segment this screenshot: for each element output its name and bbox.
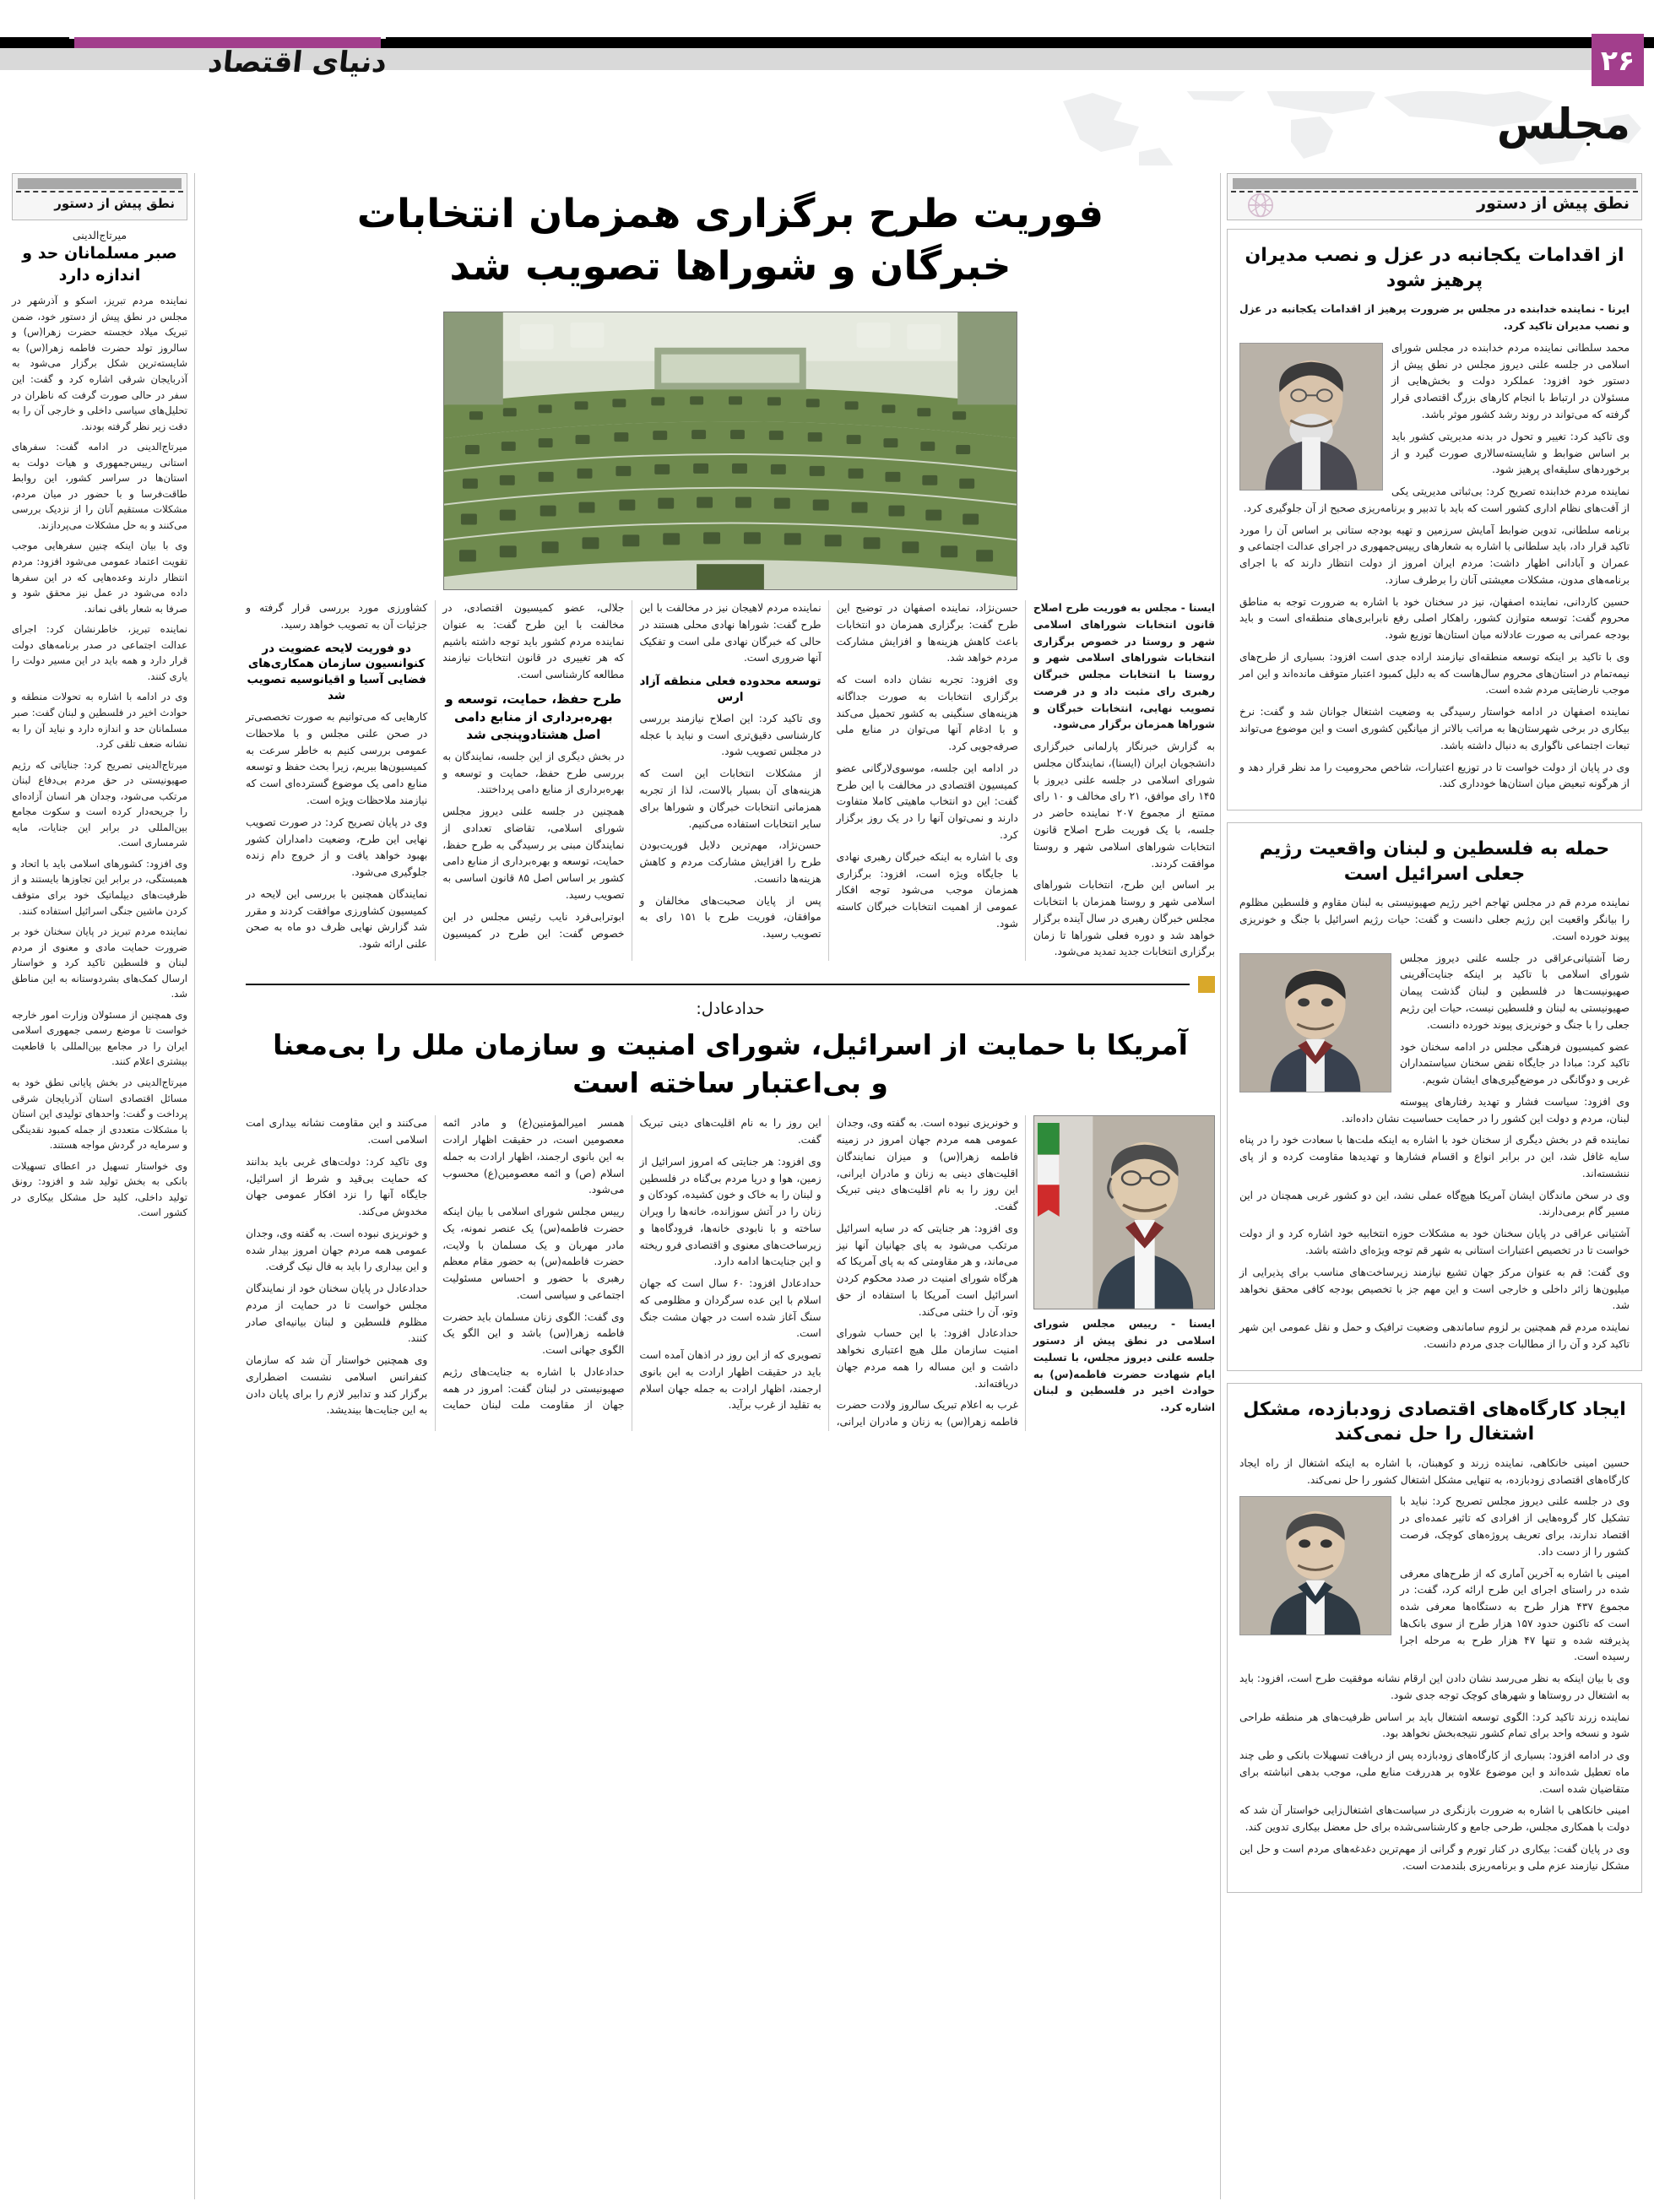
bottom-paragraph: وی گفت: الگوی زنان مسلمان باید حضرت فاطمه زهرا(س) باشد و این الگو یک الگوی جهانی است. bbox=[442, 1310, 625, 1357]
main-paragraph: از مشکلات انتخابات این است که هزینه‌های آن بسیار بالاست، لذا از تجربه همزمانی انتخابات خبرگان و شوراها برای سایر انتخابات استفاده می‌کنیم. bbox=[639, 767, 822, 830]
main-paragraph: در بخش دیگری از این جلسه، نمایندگان به بررسی طرح حفظ، حمایت و توسعه و بهره‌برداری از منابع دامی پرداختند. bbox=[442, 750, 625, 796]
label-pre-agenda-left bbox=[12, 173, 187, 220]
main-subhead-a: طرح حفظ، حمایت، توسعه و بهره‌برداری از منابع دامی اصل هشتادوپنجی شد bbox=[445, 691, 622, 742]
left-paragraph: میرتاج‌الدینی در بخش پایانی نطق خود به مسائل اقتصادی استان آذربایجان شرقی پرداخت و گفت: واحدهای تولیدی این استان با مشکلات متعددی از جمله کمبود نقدینگی و سرمایه در گردش مواجه هستند. bbox=[12, 1076, 187, 1152]
bottom-paragraph: وی تاکید کرد: دولت‌های غربی باید بدانند که حمایت بی‌قید و شرط از اسرائیل، جایگاه آنها را نزد افکار عمومی جهان مخدوش می‌کند. bbox=[246, 1155, 428, 1218]
main-article-columns bbox=[246, 600, 1215, 961]
left-kicker: میرتاج‌الدینی bbox=[72, 229, 127, 241]
sidebar-article-3 bbox=[1227, 1383, 1642, 1893]
article-body bbox=[1239, 895, 1630, 1353]
main-paragraph: پس از پایان صحبت‌های مخالفان و موافقان، فوریت طرح با ۱۵۱ رای به تصویب رسید. bbox=[639, 894, 822, 941]
label-text: نطق پیش از دستور bbox=[54, 196, 175, 211]
bottom-paragraph: وی همچنین خواستار آن شد که سازمان کنفرانس اسلامی نشست اضطراری برگزار کند و تدابیر لازم را برای پایان دادن به این جنایت‌ها بیندیشد. bbox=[246, 1354, 428, 1417]
left-paragraph: نماینده مردم تبریز، اسکو و آذرشهر در مجلس در نطق پیش از دستور خود، ضمن تبریک میلاد خجسته حضرت زهرا(س) و سالروز تولد حضرت فاطمه زهرا(س) به شایسته‌ترین شکل برگزار می‌شود به آذربایجان شرقی اشاره کرد و گفت: این سفر در حالی صورت گرفت که ناظران در تحلیل‌های سیاسی داخلی و خارجی آن را به دقت زیر نظر گرفته بودند. bbox=[12, 295, 187, 432]
left-paragraph: وی خواستار تسهیل در اعطای تسهیلات بانکی به بخش تولید شد و افزود: رونق تولید داخلی، کلید حل مشکل بیکاری در کشور است. bbox=[12, 1159, 187, 1219]
bottom-article bbox=[246, 1000, 1215, 1431]
article-paragraph: حسین کاردانی، نماینده اصفهان، نیز در سخنان خود با اشاره به ضرورت توجه به مناطق محروم گفت: توسعه متوازن کشور، راهکار اصلی رفع نابرابری‌های منطقه‌ای است و باید بودجه عمرانی به صورت عادلانه میان استان‌ها توزیع شود. bbox=[1239, 595, 1630, 642]
article-paragraph: برنامه سلطانی، تدوین ضوابط آمایش سرزمین و تهیه بودجه ستانی بر اساس آن را مورد تاکید قرار داد، باید سلطانی با اشاره به شعارهای رییس‌جمهوری در اجرای عدالت اجتماعی و عمران و آبادانی اظهار داشت: مردم ایران امروز از دولت انتظار دارند که با اجرای برنامه‌های مدون، مشکلات معیشتی آنان را برطرف سازد. bbox=[1239, 523, 1630, 586]
bottom-paragraph: حدادعادل با اشاره به جنایت‌های رژیم صهیونیستی در لبنان گفت: امروز در همه جهان از مقاومت ملت لبنان حمایت می‌کنند و این مقاومت نشانه بیداری امت اسلامی است. bbox=[246, 1117, 625, 1412]
speaker-portrait-photo bbox=[1033, 1115, 1215, 1309]
main-paragraph: جلالی، عضو کمیسیون اقتصادی، در مخالفت با این طرح گفت: به عنوان نماینده مردم کشور باید توجه داشته باشیم که هر تغییری در قانون انتخابات نیازمند مطالعه کارشناسی است. bbox=[442, 602, 625, 681]
bottom-paragraph: همسر امیرالمؤمنین(ع) و مادر ائمه معصومین است، در حقیقت اظهار ارادت به این بانوی ارجمند، اظهار ارادت به جمله اسلام (ص) و ائمه معصومین(ع) محسوب می‌شود. bbox=[442, 1117, 625, 1196]
article-lede: ایرنا - نماینده خدابنده در مجلس بر ضرورت پرهیز از اقدامات یکجانبه در عزل و نصب مدیران تاکید کرد. bbox=[1239, 303, 1630, 333]
bottom-paragraph: و خونریزی نبوده است. به گفته وی، وجدان عمومی همه مردم جهان امروز بیدار شده و این بیداری را باید به فال نیک گرفت. bbox=[246, 1227, 428, 1273]
left-body bbox=[12, 293, 187, 1221]
article-paragraph: وی در جلسه علنی دیروز مجلس تصریح کرد: نباید با تشکیل کار گروه‌هایی از افرادی که تاثیر عمده‌ای در اقتصاد ندارند، برای تعریف پروژه‌های کوچک، فرصت کشور را از دست داد. bbox=[1400, 1495, 1630, 1558]
sidebar-article-1 bbox=[1227, 229, 1642, 811]
bottom-paragraph: غرب به اعلام تبریک سالروز ولادت حضرت فاطمه زهرا(س) به زنان و مادران ایرانی، این روز را به نام اقلیت‌های دینی تبریک گفت. bbox=[639, 1117, 1018, 1429]
article-body bbox=[1239, 1456, 1630, 1875]
main-paragraph: وی با اشاره به اینکه خبرگان رهبری نهادی با جایگاه ویژه است، افزود: برگزاری همزمان موجب می‌شود توجه افکار عمومی از اهمیت انتخابات خبرگان کاسته شود. bbox=[836, 850, 1018, 930]
main-paragraph: وی تاکید کرد: این اصلاح نیازمند بررسی کارشناسی دقیق‌تری است و نباید با عجله در مجلس تصویب شود. bbox=[639, 712, 822, 758]
main-paragraph: وی افزود: تجربه نشان داده است که برگزاری انتخابات به صورت جداگانه هزینه‌های سنگینی به کشور تحمیل می‌کند و با ادغام آنها می‌توان در منابع ملی صرفه‌جویی کرد. bbox=[836, 674, 1018, 753]
article-paragraph: وی گفت: قم به عنوان مرکز جهان تشیع نیازمند زیرساخت‌های مناسب برای پذیرایی از میلیون‌ها زائر داخلی و خارجی است و این مهم جز با تخصیص بودجه کافی محقق نخواهد شد. bbox=[1239, 1266, 1630, 1312]
main-paragraph: همچنین در جلسه علنی دیروز مجلس شورای اسلامی، تقاضای تعدادی از نمایندگان مبنی بر رسیدگی به طرح حفظ، حمایت، توسعه و بهره‌برداری از منابع دامی کشور بر اساس اصل ۸۵ قانون اساسی به تصویب رسید. bbox=[442, 805, 625, 902]
label-topbar bbox=[18, 178, 182, 189]
divider-gold-square bbox=[1198, 976, 1215, 993]
main-paragraph: نمایندگان همچنین با بررسی این لایحه در کمیسیون کشاورزی موافقت کردند و مقرر شد گزارش نهایی ظرف دو ماه به صحن علنی ارائه شود. bbox=[246, 887, 428, 951]
article-paragraph: نماینده زرند تاکید کرد: الگوی توسعه اشتغال باید بر اساس ظرفیت‌های هر منطقه طراحی شود و نسخه واحد برای تمام کشور نتیجه‌بخش نخواهد بود. bbox=[1239, 1711, 1630, 1740]
main-subhead-b: توسعه محدوده فعلی منطقه آزاد ارس bbox=[639, 675, 822, 705]
bottom-paragraph: و خونریزی نبوده است. به گفته وی، وجدان عمومی همه مردم جهان امروز در زمینه فاطمه زهرا(س) و میزان نمایندگان اقلیت‌های دینی به زنان و مادران ایرانی، این روز را به نام اقلیت‌های دینی تبریک گفت. bbox=[836, 1117, 1018, 1213]
article-paragraph: عضو کمیسیون فرهنگی مجلس در ادامه سخنان خود تاکید کرد: مبادا در جایگاه نقض سخنان سیاستمداران غربی و دوگانگی در موضع‌گیری‌های ایشان شویم. bbox=[1400, 1040, 1630, 1087]
main-paragraph: کارهایی که می‌توانیم به صورت تخصصی‌تر در صحن علنی مجلس و با ملاحظات عمومی بررسی کنیم به خاطر سرعت به کمیسیون‌ها ببریم، زیرا بحث حفظ و توسعه منابع دامی یک موضوع گسترده‌ای است که نیازمند ملاحظات ویژه است. bbox=[246, 711, 428, 806]
left-paragraph: وی در ادامه با اشاره به تحولات منطقه و حوادث اخیر در فلسطین و لبنان گفت: صبر مسلمانان حد و اندازه دارد و نباید آن را به نشانه ضعف تلقی کرد. bbox=[12, 691, 187, 751]
parliament-chamber-photo bbox=[443, 312, 1017, 590]
globe-icon bbox=[1246, 192, 1275, 218]
bottom-paragraph: وی افزود: هر جنایتی که امروز اسرائیل از زمین، هوا و دریا مردم بی‌گناه در فلسطین و لبنان را به خاک و خون کشیده، کودکان و زنان را در آتش سوزانده، خانه‌ها را ویران ساخته و با نابودی خانه‌ها، فرودگاه‌ها و زیرساخت‌های معنوی و اقتصادی فرو ریخته و این جنایت‌ها ادامه دارد. bbox=[639, 1155, 822, 1268]
page-number-badge: ۲۶ bbox=[1592, 34, 1644, 86]
main-lede: ایسنا - مجلس به فوریت طرح اصلاح قانون انتخابات شوراهای اسلامی شهر و روستا در خصوص برگزاری انتخابات شوراهای اسلامی شهر و روستا با انتخابات مجلس خبرگان رهبری رای مثبت داد و در فرصت تصویب نهایی، انتخابات خبرگان و شوراها همزمان برگزار می‌شود. bbox=[1033, 602, 1215, 731]
right-sidebar-column bbox=[1227, 173, 1642, 1905]
portrait-photo-3 bbox=[1239, 1496, 1391, 1635]
article-paragraph: نماینده اصفهان در ادامه خواستار رسیدگی به وضعیت اشتغال جوانان شد و گفت: نرخ بیکاری در برخی شهرستان‌ها به مراتب بالاتر از میانگین کشوری است و این موضوع می‌تواند تبعات اجتماعی ناگواری به دنبال داشته باشد. bbox=[1239, 706, 1630, 751]
article-headline: حمله به فلسطین و لبنان واقعیت رژیم جعلی اسرائیل است bbox=[1259, 838, 1610, 885]
main-column bbox=[246, 173, 1215, 1431]
left-paragraph: میرتاج‌الدینی تصریح کرد: جنایاتی که رژیم صهیونیستی در حق مردم بی‌دفاع لبنان مرتکب می‌شود، وجدان هر انسان آزاده‌ای را جریحه‌دار کرده است و سکوت مجامع بین‌المللی در برابر این جنایات، مایه شرمساری است. bbox=[12, 758, 187, 849]
article-paragraph: نماینده مردم خدابنده تصریح کرد: بی‌ثباتی مدیریتی یکی از آفت‌های نظام اداری کشور است که باید با تدبیر و برنامه‌ریزی صحیح از آن جلوگیری کرد. bbox=[1243, 485, 1630, 514]
bottom-kicker: حدادعادل: bbox=[696, 1000, 765, 1019]
page-content bbox=[12, 173, 1642, 2199]
divider-line bbox=[246, 984, 1190, 985]
section-title: مجلس bbox=[1496, 100, 1630, 149]
section-divider bbox=[246, 974, 1215, 993]
bottom-paragraph: رییس مجلس شورای اسلامی با بیان اینکه حضرت فاطمه(س) یک عنصر نمونه، یک مادر مهربان و یک مسلمان با ولایت، حضرت فاطمه(س) به حضور مقام معظم رهبری با حضور و احساس مسئولیت اجتماعی و سیاسی است. bbox=[442, 1206, 625, 1301]
article-paragraph: آشتیانی عراقی در پایان سخنان خود به مشکلات حوزه انتخابیه خود اشاره کرد و از دولت خواست تا در تخصیص اعتبارات استانی به شهر قم توجه ویژه‌ای داشته باشد. bbox=[1239, 1228, 1630, 1256]
bottom-lede: ایسنا - رییس مجلس شورای اسلامی در نطق پیش از دستور جلسه علنی دیروز مجلس، با تسلیت ایام شهادت حضرت فاطمه(س) به حوادث اخیر در فلسطین و لبنان اشاره کرد. bbox=[1033, 1318, 1215, 1414]
article-paragraph: وی افزود: سیاست فشار و تهدید رفتارهای پیوسته لبنان، مردم و دولت این کشور را در حمایت حساسیت نشان داده‌اند. bbox=[1341, 1095, 1630, 1125]
bottom-paragraph: حدادعادل افزود: ۶۰ سال است که جهان اسلام با این عده سرگردان و مظلومی که سنگ آغاز شده است در جهان مشت جنگ است. bbox=[639, 1277, 822, 1340]
left-sidebar-column bbox=[12, 173, 187, 1226]
portrait-photo-2 bbox=[1239, 953, 1391, 1092]
bottom-headline: آمریکا با حمایت از اسرائیل، شورای امنیت و سازمان ملل را بی‌معنا و بی‌اعتبار ساخته است bbox=[273, 1028, 1188, 1099]
article-paragraph: وی در پایان از دولت خواست تا در توزیع اعتبارات، شاخص محرومیت را مد نظر قرار دهد و از هرگونه تبعیض میان استان‌ها خودداری کند. bbox=[1239, 761, 1630, 790]
left-paragraph: میرتاج‌الدینی در ادامه گفت: سفرهای استانی رییس‌جمهوری و هیات دولت به استان‌ها در سراسر کشور، این روابط طاقت‌فرسا و با حضور در میان مردم، مشکلات مستقیم آنان را از نزدیک بررسی می‌کنند و به حل مشکلات می‌پردازند. bbox=[12, 441, 187, 531]
main-headline: فوریت طرح برگزاری همزمان انتخابات خبرگان و شوراها تصویب شد bbox=[356, 191, 1104, 290]
masthead bbox=[0, 37, 1654, 89]
left-paragraph: نماینده مردم تبریز در پایان سخنان خود بر ضرورت حمایت مادی و معنوی از مردم لبنان و فلسطین تاکید کرد و خواستار ارسال کمک‌های بشردوستانه به این مناطق شد. bbox=[12, 925, 187, 1000]
article-body bbox=[1239, 301, 1630, 793]
main-paragraph: وی در پایان تصریح کرد: در صورت تصویب نهایی این طرح، وضعیت دامداران کشور بهبود خواهد یافت و از خروج دام زنده جلوگیری می‌شود. bbox=[246, 816, 428, 879]
column-rule-right bbox=[1220, 173, 1221, 2199]
main-paragraph: حسن‌نژاد، نماینده اصفهان در توضیح این طرح گفت: برگزاری همزمان دو انتخابات باعث کاهش هزینه‌ها و افزایش مشارکت مردم خواهد شد. bbox=[836, 602, 1018, 664]
article-paragraph: نماینده مردم قم همچنین بر لزوم ساماندهی وضعیت ترافیک و حمل و نقل عمومی این شهر تاکید کرد و آن را از مطالبات جدی مردم دانست. bbox=[1239, 1321, 1630, 1350]
newspaper-logo: دنیای اقتصاد bbox=[206, 46, 389, 79]
article-paragraph: نماینده قم در بخش دیگری از سخنان خود با اشاره به اینکه ملت‌ها با سعادت خود را در پناه سایه غافل شد، این در برابر انواع و اقسام فشارها و تهدیدها مقاومت کرده و از پای ننشسته‌اند. bbox=[1239, 1134, 1630, 1179]
article-paragraph: وی با بیان اینکه به نظر می‌رسد نشان دادن این ارقام نشانه موفقیت طرح است، افزود: باید به اشتغال در روستاها و شهرهای کوچک توجه جدی شود. bbox=[1239, 1673, 1630, 1701]
column-rule-left bbox=[194, 173, 195, 2199]
article-paragraph: وی با تاکید بر اینکه توسعه منطقه‌ای نیازمند اراده جدی است افزود: بسیاری از طرح‌های نیمه‌تمام در استان‌های محروم سال‌هاست که به دلیل کمبود اعتبار متوقف مانده‌اند و این امر موجب نارضایتی مردم شده است. bbox=[1239, 650, 1630, 697]
label-dashed-rule bbox=[16, 191, 183, 192]
bottom-paragraph: حدادعادل افزود: با این حساب شورای امنیت سازمان ملل هیچ اعتباری نخواهد داشت و این مساله را همه مردم جهان دریافته‌اند. bbox=[836, 1327, 1018, 1390]
bottom-paragraph: حدادعادل در پایان سخنان خود از نمایندگان مجلس خواست تا در حمایت از مردم مظلوم فلسطین و لبنان بیانیه‌ای صادر کنند. bbox=[246, 1282, 428, 1345]
label-text: نطق پیش از دستور bbox=[1477, 194, 1630, 213]
article-lede: نماینده مردم قم در مجلس تهاجم اخیر رژیم صهیونیستی به لبنان مقاوم و فلسطین مظلوم را بیانگر واقعیت این رژیم جعلی دانست و گفت: حیات رژیم اسرائیل با جنگ و خونریزی پیوند خورده است. bbox=[1239, 897, 1630, 942]
article-headline: از اقدامات یکجانبه در عزل و نصب مدیران پرهیز شود bbox=[1245, 245, 1624, 291]
article-paragraph: وی تاکید کرد: تغییر و تحول در بدنه مدیریتی کشور باید بر اساس ضوابط و شایسته‌سالاری صورت گیرد و از برخوردهای سلیقه‌ای پرهیز شود. bbox=[1391, 430, 1630, 476]
article-lede: حسین امینی خانکاهی، نماینده زرند و کوهبنان، با اشاره به اینکه اشتغال از راه ایجاد کارگاه‌های اقتصادی زودبازده، به تنهایی مشکل اشتغال کشور را حل نمی‌کند. bbox=[1239, 1456, 1630, 1486]
article-headline: ایجاد کارگاه‌های اقتصادی زودبازده، مشکل اشتغال را حل نمی‌کند bbox=[1243, 1398, 1626, 1445]
article-paragraph: امینی خانکاهی با اشاره به ضرورت بازنگری در سیاست‌های اشتغال‌زایی خواستار آن شد که دولت با همکاری مجلس، طرحی جامع و کارشناسی‌شده برای حل معضل بیکاری تدوین کند. bbox=[1239, 1804, 1630, 1834]
article-paragraph: امینی با اشاره به آخرین آماری که از طرح‌های معرفی شده در راستای اجرای این طرح ارائه کرد، گفت: در مجموع ۴۳۷ هزار طرح به دستگاه‌ها معرفی شده است که تاکنون حدود ۱۵۷ هزار طرح از سوی بانک‌ها پذیرفته شده و تنها ۴۷ هزار طرح به مرحله اجرا رسیده است. bbox=[1400, 1567, 1630, 1663]
left-paragraph: وی همچنین از مسئولان وزارت امور خارجه خواست تا موضع رسمی جمهوری اسلامی ایران را در مجامع بین‌المللی با قاطعیت بیشتری اعلام کنند. bbox=[12, 1008, 187, 1068]
bottom-paragraph: تصویری که از این روز در اذهان آمده است باید در حقیقت اظهار ارادت به این بانوی ارجمند، اظهار ارادت به جمله جهان اسلام به تقلید از غرب برآید. bbox=[639, 1349, 822, 1412]
section-bar bbox=[0, 91, 1654, 165]
main-paragraph: در ادامه این جلسه، موسوی‌لارگانی عضو کمیسیون اقتصادی در مخالفت با این طرح گفت: این دو انتخاب ماهیتی کاملا متفاوت دارند و نمی‌توان آنها را در یک روز برگزار کرد. bbox=[836, 762, 1018, 842]
main-paragraph: بر اساس این طرح، انتخابات شوراهای اسلامی شهر و روستا همزمان با انتخابات مجلس خبرگان رهبری در سال آینده برگزار خواهد شد و دوره فعلی شوراها تا زمان برگزاری انتخابات جدید تمدید می‌شود. bbox=[1033, 879, 1215, 958]
main-paragraph: ابوترابی‌فرد نایب رئیس مجلس در این خصوص گفت: این طرح در کمیسیون کشاورزی مورد بررسی قرار گرفته و جزئیات آن به تصویب خواهد رسید. bbox=[246, 602, 625, 940]
left-paragraph: وی با بیان اینکه چنین سفرهایی موجب تقویت اعتماد عمومی می‌شود افزود: مردم انتظار دارند وعده‌هایی که در این سفرها داده می‌شود در عمل نیز محقق شود و صرفا به شعار باقی نماند. bbox=[12, 539, 187, 615]
article-paragraph: وی در پایان گفت: بیکاری در کنار تورم و گرانی از مهم‌ترین دغدغه‌های مردم است و حل این مشکل نیازمند عزم ملی و برنامه‌ریزی بلندمدت است. bbox=[1239, 1843, 1630, 1872]
sidebar-article-2 bbox=[1227, 822, 1642, 1371]
main-paragraph: به گزارش خبرنگار پارلمانی خبرگزاری دانشجویان ایران (ایسنا)، نمایندگان مجلس شورای اسلامی در جلسه علنی دیروز با ۱۴۵ رای موافق، ۲۱ رای مخالف و ۱۰ رای ممتنع از مجموع ۲۰۷ نماینده حاضر در جلسه، با یک فوریت طرح اصلاح قانون انتخابات شوراهای اسلامی شهر و روستا موافقت کردند. bbox=[1033, 740, 1215, 870]
portrait-photo-1 bbox=[1239, 343, 1383, 491]
article-paragraph: وی در سخن ماندگان ایشان آمریکا هیچ‌گاه عملی نشد، این دو کشور غربی همچنان در این مسیر گام برمی‌دارند. bbox=[1239, 1189, 1630, 1218]
left-paragraph: وی افزود: کشورهای اسلامی باید با اتحاد و همبستگی، در برابر این تجاوزها بایستند و از ظرفیت‌های دیپلماتیک خود برای متوقف کردن ماشین جنگی اسرائیل استفاده کنند. bbox=[12, 857, 187, 917]
main-subhead-c: دو فوریت لایحه عضویت در کنوانسیون سازمان همکاری‌های فضایی آسیا و اقیانوسیه تصویب شد bbox=[247, 641, 426, 703]
article-paragraph: محمد سلطانی نماینده مردم خدابنده در مجلس شورای اسلامی در جلسه علنی دیروز مجلس در نطق پیش از دستور خود افزود: عملکرد دولت و بخش‌هایی از مسئولان در ارتباط با انجام کارهای بزرگ اقتصادی قرار گرفته که می‌تواند در روند رشد کشور موثر باشد. bbox=[1391, 341, 1630, 420]
left-paragraph: نماینده تبریز، خاطرنشان کرد: اجرای عدالت اجتماعی در صدر برنامه‌های دولت قرار دارد و همه باید در این مسیر دولت را یاری کنند. bbox=[12, 623, 187, 682]
label-pre-agenda-right bbox=[1227, 173, 1642, 220]
label-dashed-rule bbox=[1231, 191, 1638, 192]
label-topbar bbox=[1233, 178, 1636, 189]
main-paragraph: نماینده مردم لاهیجان نیز در مخالفت با این طرح گفت: شوراها نهادی محلی هستند در حالی که خبرگان نهادی ملی است و تفکیک آنها ضروری است. bbox=[639, 602, 822, 664]
main-paragraph: حسن‌نژاد، مهم‌ترین دلایل فوریت‌بودن طرح را افزایش مشارکت مردم و کاهش هزینه‌ها دانست. bbox=[639, 839, 822, 885]
bottom-paragraph: وی افزود: هر جنایتی که در سایه اسرائیل مرتکب می‌شود به پای جهانیان آنها نیز می‌ماند، و هر مقاومتی که به پای آمریکا که هرگاه شورای امنیت در صدد محکوم کردن اسرائیل است آمریکا با استفاده از حق وتو، آن را خنثی می‌کند. bbox=[836, 1222, 1018, 1318]
left-headline: صبر مسلمانان حد و اندازه دارد bbox=[22, 244, 177, 285]
article-paragraph: رضا آشتیانی‌عراقی در جلسه علنی دیروز مجلس شورای اسلامی با تاکید بر اینکه جنایت‌آفرینی صهیونیست‌ها در فلسطین و لبنان گذشت پیمان صهیونیستی به لبنان و فلسطین نیست، حیات این رژیم جعلی را با جنگ و خونریزی پیوند خورده دانست. bbox=[1400, 951, 1630, 1031]
article-paragraph: وی در ادامه افزود: بسیاری از کارگاه‌های زودبازده پس از دریافت تسهیلات بانکی و طی چند ماه تعطیل شده‌اند و این موضوع علاوه بر هدررفت منابع ملی، موجب بدهی انباشته برای متقاضیان شده است. bbox=[1239, 1749, 1630, 1795]
bottom-article-columns bbox=[246, 1115, 1215, 1431]
